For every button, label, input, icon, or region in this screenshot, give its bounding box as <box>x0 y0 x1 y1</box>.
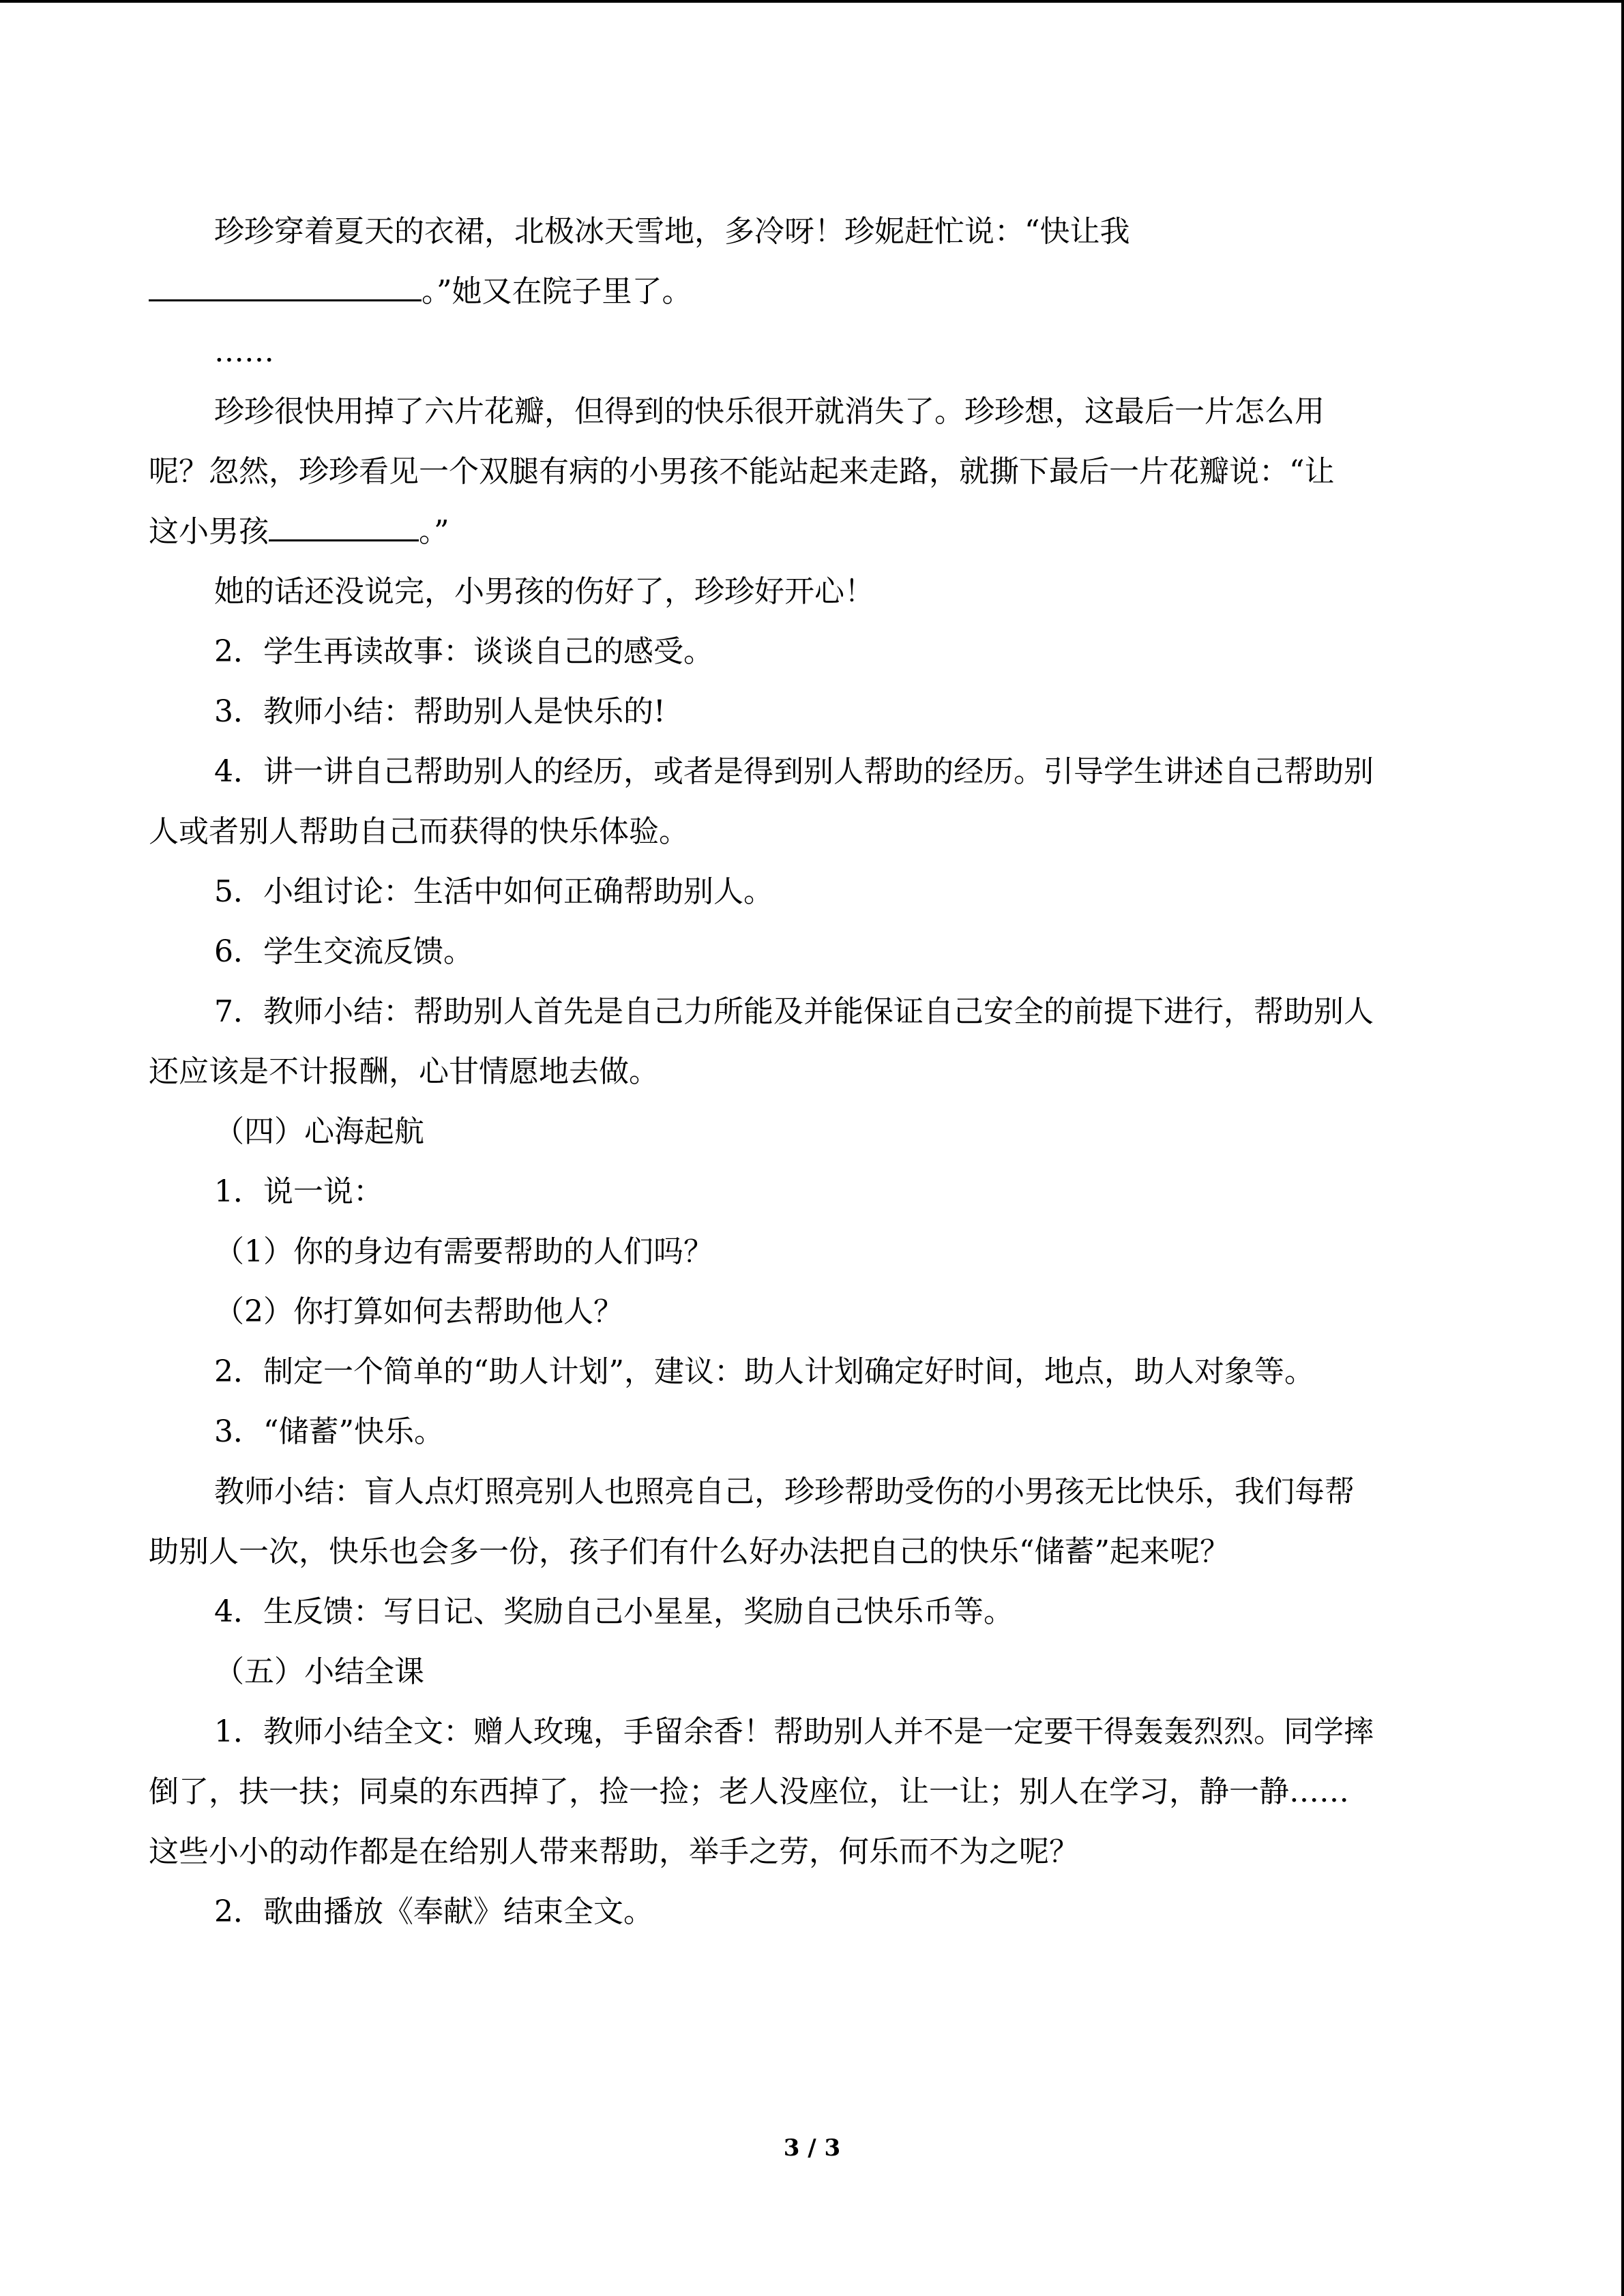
paragraph-line <box>149 442 1475 502</box>
text: 人或者别人帮助自己而获得的快乐体验。 <box>149 814 689 849</box>
list-item <box>149 862 1475 922</box>
text: （1）你的身边有需要帮助的人们吗？ <box>214 1234 713 1269</box>
text: 1．教师小结全文：赠人玫瑰，手留余香！帮助别人并不是一定要干得轰轰烈烈。同学摔 <box>214 1714 1374 1749</box>
list-item <box>149 1162 1475 1222</box>
document-body <box>149 202 1475 1942</box>
text: 这些小小的动作都是在给别人带来帮助，举手之劳，何乐而不为之呢？ <box>149 1834 1079 1869</box>
list-item <box>149 1342 1475 1402</box>
text: 倒了，扶一扶；同桌的东西掉了，捡一捡；老人没座位，让一让；别人在学习，静一静…… <box>149 1774 1349 1809</box>
text: 她的话还没说完，小男孩的伤好了，珍珍好开心！ <box>214 574 874 609</box>
paragraph-line <box>149 502 1475 562</box>
list-item <box>149 922 1475 982</box>
sub-list-item <box>149 1222 1475 1282</box>
list-item <box>149 622 1475 682</box>
paragraph-line <box>149 1462 1475 1522</box>
page-right-border <box>1621 0 1624 2296</box>
page-top-border <box>0 0 1624 3</box>
list-item <box>149 982 1475 1042</box>
text: 珍珍很快用掉了六片花瓣，但得到的快乐很开就消失了。珍珍想，这最后一片怎么用 <box>214 394 1325 429</box>
text: …… <box>214 334 274 369</box>
ellipsis-line <box>149 322 1475 382</box>
text: 2．歌曲播放《奉献》结束全文。 <box>214 1894 653 1929</box>
list-item-continuation <box>149 1822 1475 1882</box>
text: 。”她又在院子里了。 <box>422 274 692 309</box>
text: 2．学生再读故事：谈谈自己的感受。 <box>214 634 713 669</box>
paragraph-line <box>149 262 1475 322</box>
fill-in-blank[interactable] <box>149 269 422 301</box>
text: 呢？忽然，珍珍看见一个双腿有病的小男孩不能站起来走路，就撕下最后一片花瓣说：“让 <box>149 454 1335 489</box>
text: 4．生反馈：写日记、奖励自己小星星，奖励自己快乐币等。 <box>214 1594 1014 1629</box>
list-item-continuation <box>149 802 1475 862</box>
section-heading <box>149 1102 1475 1162</box>
list-item <box>149 1402 1475 1462</box>
text: 7．教师小结：帮助别人首先是自己力所能及并能保证自己安全的前提下进行，帮助别人 <box>214 994 1374 1029</box>
text: 助别人一次，快乐也会多一份，孩子们有什么好办法把自己的快乐“储蓄”起来呢？ <box>149 1534 1230 1569</box>
text: 3．教师小结：帮助别人是快乐的! <box>214 694 666 729</box>
text: 5．小组讨论：生活中如何正确帮助别人。 <box>214 874 773 909</box>
section-heading <box>149 1642 1475 1702</box>
page-number: 3 / 3 <box>783 2134 841 2162</box>
text: 3．“储蓄”快乐。 <box>214 1414 444 1449</box>
sub-list-item <box>149 1282 1475 1342</box>
text: 1．说一说： <box>214 1174 383 1209</box>
paragraph-line <box>149 562 1475 622</box>
text: （2）你打算如何去帮助他人？ <box>214 1294 623 1329</box>
text: （四）心海起航 <box>214 1114 424 1149</box>
text: 6．学生交流反馈。 <box>214 934 473 969</box>
list-item <box>149 682 1475 742</box>
text: （五）小结全课 <box>214 1654 424 1689</box>
text: 珍珍穿着夏天的衣裙，北极冰天雪地，多冷呀！珍妮赶忙说：“快让我 <box>214 214 1130 249</box>
list-item <box>149 1702 1475 1762</box>
paragraph-line <box>149 1522 1475 1582</box>
text: 。” <box>419 514 449 549</box>
list-item-continuation <box>149 1042 1475 1102</box>
text: 4．讲一讲自己帮助别人的经历，或者是得到别人帮助的经历。引导学生讲述自己帮助别 <box>214 754 1374 789</box>
fill-in-blank[interactable] <box>269 509 419 541</box>
paragraph-line <box>149 202 1475 262</box>
text: 2．制定一个简单的“助人计划”，建议：助人计划确定好时间，地点，助人对象等。 <box>214 1354 1314 1389</box>
list-item <box>149 742 1475 802</box>
list-item <box>149 1582 1475 1642</box>
text: 教师小结：盲人点灯照亮别人也照亮自己，珍珍帮助受伤的小男孩无比快乐，我们每帮 <box>214 1474 1355 1509</box>
text: 这小男孩 <box>149 514 269 549</box>
paragraph-line <box>149 382 1475 442</box>
list-item <box>149 1882 1475 1942</box>
list-item-continuation <box>149 1762 1475 1822</box>
text: 还应该是不计报酬，心甘情愿地去做。 <box>149 1054 659 1089</box>
